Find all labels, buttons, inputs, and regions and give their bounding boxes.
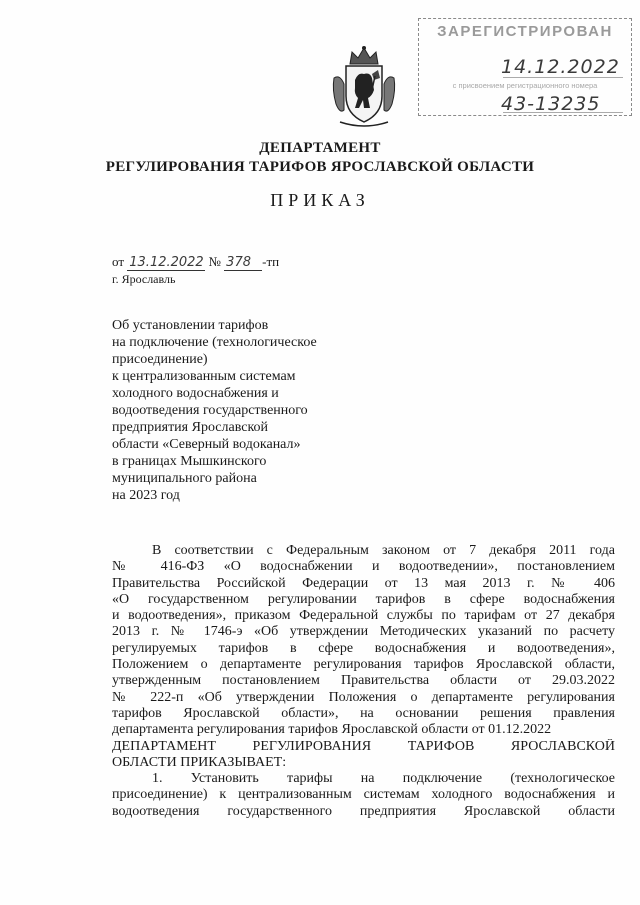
stamp-subtitle: с присвоением регистрационного номера (452, 81, 598, 90)
body-text-line: ОБЛАСТИ ПРИКАЗЫВАЕТ: (112, 754, 287, 770)
department-title-line1: ДЕПАРТАМЕНТ (259, 140, 381, 156)
subject-line: предприятия Ярославской (112, 420, 269, 435)
body-text-line: ДЕПАРТАМЕНТ РЕГУЛИРОВАНИЯ ТАРИФОВ ЯРОСЛАВСКОЙ (112, 738, 615, 754)
body-text-line: Положением о департаменте регулирования тарифов Ярославской области, (112, 657, 615, 673)
stamp-title: ЗАРЕГИСТРИРОВАН (437, 23, 613, 40)
subject-line: водоотведения государственного (112, 403, 308, 418)
body-text-line: департамента регулирования тарифов Ярославской области от 01.12.2022 (112, 722, 552, 738)
body-text-line: 2013 г. № 1746-э «Об утверждении Методических указаний по расчету (112, 624, 615, 640)
subject-line: на подключение (технологическое (112, 335, 317, 350)
subject-line: на 2023 год (112, 488, 180, 503)
stamp-date: 14.12.2022 (501, 56, 620, 78)
subject-line: к централизованным системам (112, 369, 296, 384)
body-text-line: тарифов Ярославской области», на основании решения правления (112, 705, 615, 721)
body-text-line: присоединение) к централизованным системам холодного водоснабжения и (112, 787, 615, 803)
subject-line: муниципального района (112, 471, 257, 486)
body-text-line: регулируемых тарифов в сфере водоснабжения и водоотведения», (112, 640, 615, 656)
department-title-line2: РЕГУЛИРОВАНИЯ ТАРИФОВ ЯРОСЛАВСКОЙ ОБЛАСТИ (105, 159, 535, 175)
body-text-line: В соответствии с Федеральным законом от 7 декабря 2011 года (152, 543, 615, 558)
order-city: г. Ярославль (112, 272, 176, 286)
order-subject (112, 317, 362, 504)
order-number-label: № (208, 254, 221, 269)
order-date: 13.12.2022 (129, 255, 204, 270)
order-date-number-line (112, 254, 279, 271)
order-number: 378 (224, 256, 262, 271)
body-text-line: «О государственном регулировании тарифов в сфере водоснабжения (112, 591, 615, 607)
order-number-suffix: -тп (262, 254, 280, 269)
body-text-line: и водоотведения», приказом Федеральной службы по тарифам от 27 декабря (112, 608, 615, 624)
stamp-registration-number: 43-13235 (501, 93, 601, 115)
body-text-line: утвержденным постановлением Правительства области от 29.03.2022 (112, 673, 615, 689)
subject-line: холодного водоснабжения и (112, 386, 279, 401)
body-text-line: № 222-п «Об утверждении Положения о департаменте регулирования (112, 689, 615, 705)
subject-line: области «Северный водоканал» (112, 437, 301, 452)
order-from-label: от (112, 254, 125, 269)
registration-stamp (418, 18, 632, 116)
body-text-line: № 416-ФЗ «О водоснабжении и водоотведении», постановлением (112, 559, 615, 575)
order-body-text (112, 543, 615, 820)
subject-line: в границах Мышкинского (112, 454, 267, 469)
body-text-line: водоотведения государственного предприятия Ярославской области (112, 803, 615, 819)
body-text-line: 1. Установить тарифы на подключение (технологическое (152, 771, 615, 787)
subject-line: Об установлении тарифов (112, 318, 269, 333)
subject-line: присоединение) (112, 352, 208, 367)
document-type-title: ПРИКАЗ (270, 190, 370, 210)
coat-of-arms-icon (328, 44, 400, 130)
body-text-line: Правительства Российской Федерации от 13 мая 2013 г. № 406 (112, 575, 615, 591)
